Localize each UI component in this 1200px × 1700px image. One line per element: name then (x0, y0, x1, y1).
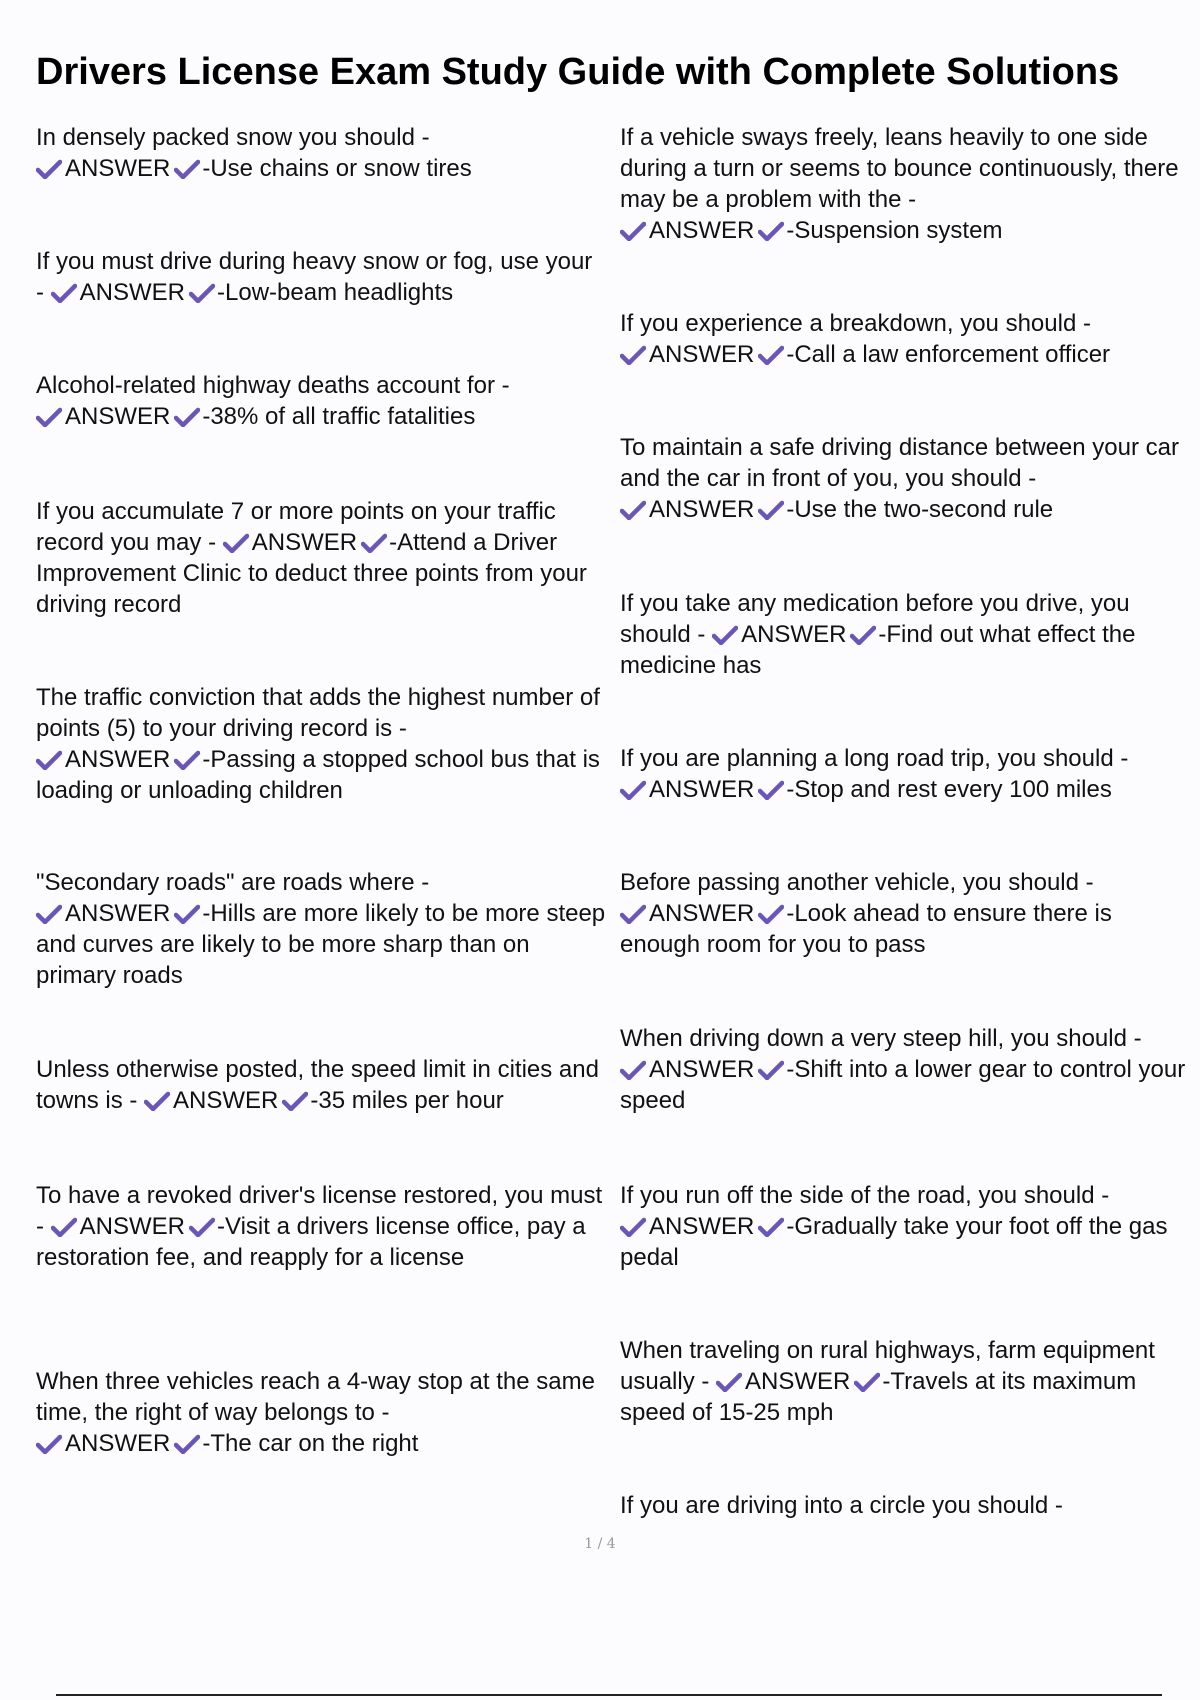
answer-label: ANSWER (65, 1430, 171, 1457)
answer-text: -Passing a stopped school bus that is loading or unloading children (36, 746, 600, 804)
qa-item (36, 682, 606, 806)
answer-text: -35 miles per hour (310, 1087, 504, 1114)
qa-item (620, 122, 1190, 246)
answer-text: -Use the two-second rule (786, 496, 1054, 523)
checkmark-icon (758, 1217, 784, 1237)
checkmark-icon (51, 283, 77, 303)
page-title: Drivers License Exam Study Guide with Complete Solutions (36, 51, 1120, 94)
question-text: "Secondary roads" are roads where - (36, 869, 430, 896)
answer-label: ANSWER (79, 279, 186, 306)
answer-label: ANSWER (65, 746, 171, 773)
checkmark-icon (36, 750, 62, 770)
checkmark-icon (758, 500, 784, 520)
question-text: Unless otherwise posted, the speed limit in cities and towns is - (36, 1056, 599, 1114)
checkmark-icon (51, 1217, 77, 1237)
answer-text: -Suspension system (786, 217, 1003, 244)
answer-label: ANSWER (649, 217, 755, 244)
checkmark-icon (850, 625, 876, 645)
qa-item (620, 308, 1190, 370)
question-text: If you run off the side of the road, you should - (620, 1182, 1110, 1209)
question-text: If you take any medication before you drive, you should - (620, 590, 1130, 648)
question-text: When three vehicles reach a 4-way stop at the same time, the right of way belongs to - (36, 1368, 595, 1426)
qa-item (620, 432, 1190, 525)
qa-item (36, 122, 606, 184)
question-text: If a vehicle sways freely, leans heavily to one side during a turn or seems to bounce continuously, there may be a problem with the - (620, 124, 1179, 213)
answer-text: -Shift into a lower gear to control your speed (620, 1056, 1186, 1114)
question-text: To maintain a safe driving distance between your car and the car in front of you, you should - (620, 434, 1179, 492)
qa-item (620, 743, 1190, 805)
answer-label: ANSWER (649, 496, 755, 523)
checkmark-icon (36, 407, 62, 427)
question-text: If you experience a breakdown, you should - (620, 310, 1091, 337)
question-text: If you must drive during heavy snow or fog, use your - (36, 248, 593, 306)
checkmark-icon (620, 780, 646, 800)
qa-item (36, 867, 606, 991)
question-text: Before passing another vehicle, you should - (620, 869, 1094, 896)
answer-text: -Attend a Driver Improvement Clinic to deduct three points from your driving record (36, 529, 587, 618)
question-text: If you are planning a long road trip, you should - (620, 745, 1129, 772)
answer-text: -The car on the right (202, 1430, 419, 1457)
answer-text: -Travels at its maximum speed of 15-25 mph (620, 1368, 1137, 1426)
qa-item (36, 496, 606, 620)
checkmark-icon (174, 750, 200, 770)
qa-item (620, 867, 1190, 960)
qa-item (620, 1023, 1190, 1116)
answer-text: -38% of all traffic fatalities (202, 403, 476, 430)
qa-item (36, 1054, 606, 1116)
question-text: If you accumulate 7 or more points on your traffic record you may - (36, 498, 556, 556)
question-text: If you are driving into a circle you should - (620, 1492, 1063, 1519)
question-text: When traveling on rural highways, farm equipment usually - (620, 1337, 1155, 1395)
answer-label: ANSWER (79, 1213, 186, 1240)
answer-label: ANSWER (649, 776, 755, 803)
question-text: Alcohol-related highway deaths account for - (36, 372, 510, 399)
answer-text: -Hills are more likely to be more steep and curves are likely to be more sharp than on primary roads (36, 900, 606, 989)
answer-text: -Visit a drivers license office, pay a restoration fee, and reapply for a license (36, 1213, 586, 1271)
qa-item (36, 246, 606, 308)
checkmark-icon (620, 221, 646, 241)
checkmark-icon (223, 533, 249, 553)
answer-label: ANSWER (649, 900, 755, 927)
answer-text: -Stop and rest every 100 miles (786, 776, 1112, 803)
answer-label: ANSWER (741, 621, 847, 648)
checkmark-icon (620, 345, 646, 365)
page-number: 1 / 4 (584, 1536, 616, 1552)
answer-text: -Use chains or snow tires (202, 155, 472, 182)
checkmark-icon (144, 1091, 170, 1111)
question-text: To have a revoked driver's license restored, you must - (36, 1182, 603, 1240)
answer-label: ANSWER (649, 1056, 755, 1083)
checkmark-icon (174, 904, 200, 924)
checkmark-icon (758, 221, 784, 241)
qa-item (36, 370, 606, 432)
checkmark-icon (361, 533, 387, 553)
answer-label: ANSWER (173, 1087, 279, 1114)
checkmark-icon (854, 1372, 880, 1392)
checkmark-icon (620, 904, 646, 924)
checkmark-icon (36, 904, 62, 924)
answer-text: -Low-beam headlights (217, 279, 454, 306)
checkmark-icon (712, 625, 738, 645)
checkmark-icon (758, 780, 784, 800)
checkmark-icon (174, 1434, 200, 1454)
qa-item (36, 1366, 606, 1459)
checkmark-icon (620, 1217, 646, 1237)
answer-label: ANSWER (745, 1368, 851, 1395)
answer-text: -Find out what effect the medicine has (620, 621, 1136, 679)
answer-label: ANSWER (65, 403, 171, 430)
answer-label: ANSWER (649, 1213, 755, 1240)
answer-text: -Look ahead to ensure there is enough room for you to pass (620, 900, 1112, 958)
checkmark-icon (758, 904, 784, 924)
answer-label: ANSWER (65, 155, 171, 182)
answer-text: -Gradually take your foot off the gas pedal (620, 1213, 1168, 1271)
page-divider (56, 1694, 1162, 1696)
checkmark-icon (189, 1217, 215, 1237)
question-text: In densely packed snow you should - (36, 124, 430, 151)
checkmark-icon (174, 159, 200, 179)
answer-label: ANSWER (65, 900, 171, 927)
checkmark-icon (36, 1434, 62, 1454)
answer-label: ANSWER (251, 529, 358, 556)
answer-label: ANSWER (649, 341, 755, 368)
checkmark-icon (189, 283, 215, 303)
qa-item (620, 1490, 1190, 1521)
checkmark-icon (758, 1060, 784, 1080)
qa-item (620, 1335, 1190, 1428)
checkmark-icon (620, 1060, 646, 1080)
checkmark-icon (174, 407, 200, 427)
question-text: When driving down a very steep hill, you should - (620, 1025, 1142, 1052)
checkmark-icon (758, 345, 784, 365)
qa-item (620, 588, 1190, 681)
question-text: The traffic conviction that adds the highest number of points (5) to your driving record is - (36, 684, 600, 742)
checkmark-icon (716, 1372, 742, 1392)
checkmark-icon (620, 500, 646, 520)
answer-text: -Call a law enforcement officer (786, 341, 1111, 368)
qa-item (36, 1180, 606, 1273)
checkmark-icon (36, 159, 62, 179)
checkmark-icon (282, 1091, 308, 1111)
qa-item (620, 1180, 1190, 1273)
